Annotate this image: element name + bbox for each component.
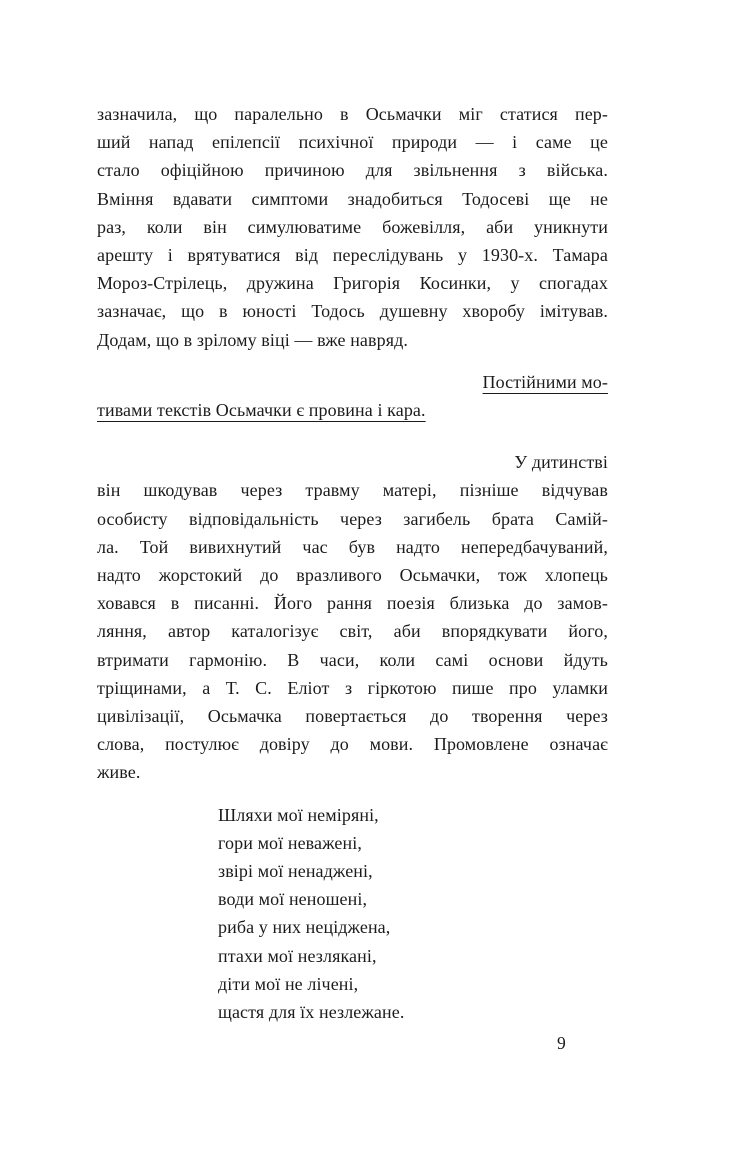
underlined-thesis-paragraph — [97, 368, 608, 424]
paragraph-childhood — [97, 448, 608, 786]
text-line: стало офіційною причиною для звільнення з війська. — [97, 160, 608, 181]
poem-line: Шляхи мої неміряні, — [218, 804, 379, 825]
poem-line: гори мої неважені, — [218, 832, 362, 853]
text-line: особисту відповідальність через загибель брата Самій- — [97, 508, 608, 529]
text-line: Вміння вдавати симптоми знадобиться Тодосеві ще не — [97, 188, 608, 209]
paragraph-continuation — [97, 100, 608, 354]
poem-block — [218, 801, 608, 1027]
text-line: арешту і врятуватися від переслідувань у 1930-х. Тамара — [97, 245, 608, 266]
text-line: втримати гармонію. В часи, коли самі основи йдуть — [97, 649, 608, 670]
text-line: цивілізації, Осьмачка повертається до творення через — [97, 706, 608, 727]
text-line: У дитинстві — [514, 452, 608, 473]
text-line: слова, постулює довіру до мови. Промовлене означає — [97, 734, 608, 755]
page-number: 9 — [557, 1033, 566, 1053]
text-line: ший напад епілепсії психічної природи — і саме це — [97, 132, 608, 153]
poem-line: риба у них неціджена, — [218, 917, 391, 938]
poem-line: птахи мої незлякані, — [218, 945, 377, 966]
text-line: зазначає, що в юності Тодось душевну хворобу імітував. — [97, 301, 608, 322]
text-line: раз, коли він симулюватиме божевілля, аби уникнути — [97, 216, 608, 237]
text-line: надто жорстокий до вразливого Осьмачки, тож хлопець — [97, 565, 608, 586]
underlined-sentence-line: Постійними мо- — [482, 371, 608, 392]
poem-line: щастя для їх незлежане. — [218, 1002, 405, 1023]
text-line: ховався в писанні. Його рання поезія близька до замов- — [97, 593, 608, 614]
text-line: Додам, що в зрілому віці — вже навряд. — [97, 329, 408, 350]
text-line: живе. — [97, 762, 141, 783]
text-line: ляння, автор каталогізує світ, аби впорядкувати його, — [97, 621, 608, 642]
poem-line: води мої неношені, — [218, 889, 368, 910]
text-block — [97, 100, 608, 1026]
underlined-sentence-line: тивами текстів Осьмачки є провина і кара. — [97, 400, 426, 421]
text-line: ла. Той вивихнутий час був надто непередбачуваний, — [97, 536, 608, 557]
text-line: тріщинами, а Т. С. Еліот з гіркотою пише про уламки — [97, 677, 608, 698]
text-line: він шкодував через травму матері, пізніше відчував — [97, 480, 608, 501]
text-line: зазначила, що паралельно в Осьмачки міг статися пер- — [97, 104, 608, 124]
poem-line: звірі мої ненаджені, — [218, 861, 373, 882]
poem-line: діти мої не лічені, — [218, 973, 359, 994]
text-line: Мороз-Стрілець, дружина Григорія Косинки, у спогадах — [97, 273, 608, 294]
